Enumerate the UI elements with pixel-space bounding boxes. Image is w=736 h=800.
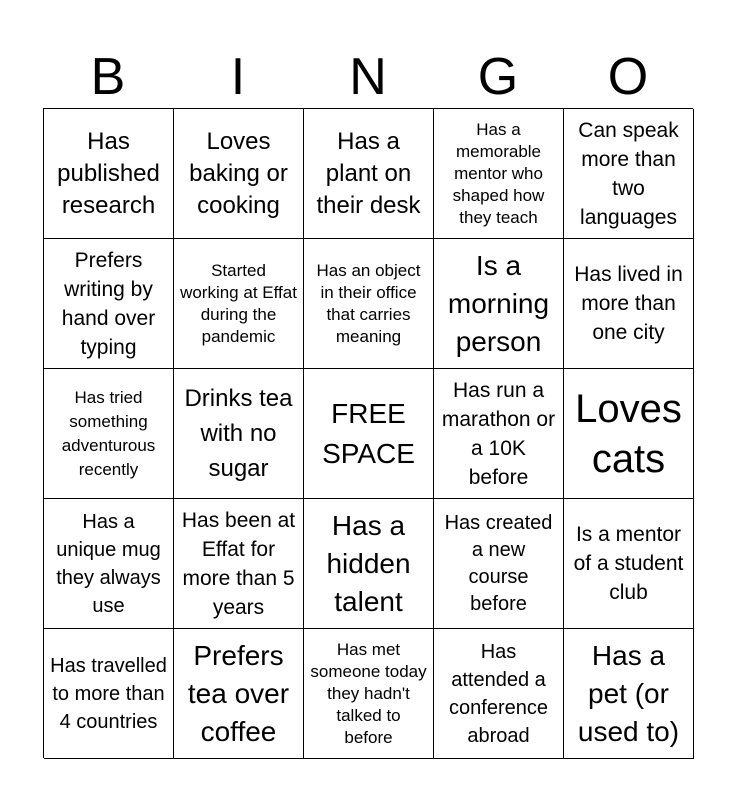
bingo-cell[interactable] xyxy=(564,239,694,369)
bingo-cell[interactable] xyxy=(434,109,564,239)
cell-text: Has created a new course before xyxy=(444,511,553,615)
cell-text: Has tried something adventurous recently xyxy=(61,387,156,479)
bingo-grid xyxy=(43,108,693,758)
header-letter-i: I xyxy=(230,48,246,106)
cell-text: Prefers tea over coffee xyxy=(187,639,290,747)
bingo-cell[interactable] xyxy=(44,499,174,629)
bingo-cell[interactable] xyxy=(304,109,434,239)
bingo-cell[interactable] xyxy=(434,629,564,759)
bingo-cell[interactable] xyxy=(174,109,304,239)
cell-text: Drinks tea with no sugar xyxy=(184,385,293,482)
bingo-cell[interactable] xyxy=(564,499,694,629)
cell-text: Has published research xyxy=(57,127,160,219)
cell-text: Has a hidden talent xyxy=(326,509,411,617)
bingo-cell[interactable] xyxy=(174,629,304,759)
cell-text: Can speak more than two languages xyxy=(578,118,679,229)
bingo-cell[interactable] xyxy=(304,239,434,369)
bingo-cell[interactable] xyxy=(44,239,174,369)
cell-text: Prefers writing by hand over typing xyxy=(61,248,156,359)
cell-text: Has been at Effat for more than 5 years xyxy=(181,508,296,619)
cell-text: Has a plant on their desk xyxy=(316,127,421,219)
cell-text: Has lived in more than one city xyxy=(574,263,683,344)
cell-text: Is a morning person xyxy=(447,249,550,357)
bingo-cell[interactable] xyxy=(564,629,694,759)
cell-text: Has attended a conference abroad xyxy=(449,640,548,747)
bingo-cell[interactable] xyxy=(304,629,434,759)
bingo-cell[interactable] xyxy=(174,369,304,499)
bingo-cell[interactable] xyxy=(434,369,564,499)
bingo-cell[interactable] xyxy=(44,369,174,499)
cell-text: Has an object in their office that carries meaning xyxy=(316,260,421,346)
cell-text: Has a unique mug they always use xyxy=(56,510,161,617)
bingo-cell[interactable] xyxy=(174,499,304,629)
bingo-cell[interactable] xyxy=(174,239,304,369)
bingo-cell[interactable] xyxy=(434,239,564,369)
cell-text: Has met someone today they hadn't talked to before xyxy=(310,639,427,747)
header-letter-n: N xyxy=(349,48,387,106)
cell-text: Has run a marathon or a 10K before xyxy=(441,378,556,489)
cell-text: Has a pet (or used to) xyxy=(577,639,680,747)
bingo-cell[interactable] xyxy=(564,369,694,499)
bingo-cell[interactable] xyxy=(304,499,434,629)
bingo-cell[interactable] xyxy=(564,109,694,239)
cell-text: Loves cats xyxy=(575,386,682,481)
free-space-cell[interactable] xyxy=(304,369,434,499)
bingo-header xyxy=(43,48,693,106)
header-letter-b: B xyxy=(90,48,126,106)
bingo-cell[interactable] xyxy=(44,109,174,239)
header-letter-o: O xyxy=(607,48,649,106)
bingo-cell[interactable] xyxy=(44,629,174,759)
cell-text: Loves baking or cooking xyxy=(189,127,288,219)
header-letter-g: G xyxy=(477,48,519,106)
cell-text: Has a memorable mentor who shaped how they teach xyxy=(452,119,545,227)
cell-text: FREE SPACE xyxy=(322,397,415,469)
cell-text: Has travelled to more than 4 countries xyxy=(50,654,167,733)
bingo-cell[interactable] xyxy=(434,499,564,629)
cell-text: Started working at Effat during the pandemic xyxy=(180,260,297,346)
cell-text: Is a mentor of a student club xyxy=(573,523,684,604)
